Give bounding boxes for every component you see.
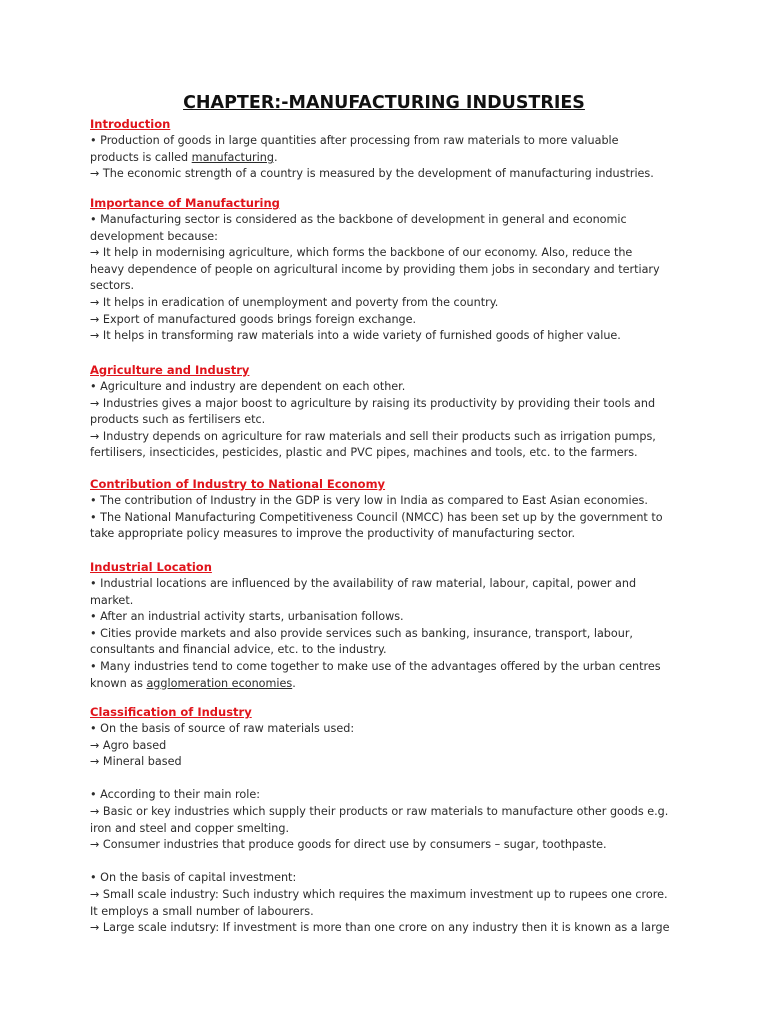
paragraph-line: → Industry depends on agriculture for raw materials and sell their products such as irrigation pumps, [90,429,656,443]
paragraph-line: → Export of manufactured goods brings foreign exchange. [90,312,417,326]
paragraph-line: → Industries gives a major boost to agriculture by raising its productivity by providing their tools and [90,396,656,410]
page-title: CHAPTER:-MANUFACTURING INDUSTRIES [183,93,585,113]
term-agglomeration-economies: agglomeration economies [146,676,293,690]
heading-contribution: Contribution of Industry to National Economy [90,477,386,491]
section-classification [90,705,690,937]
paragraph-line: development because: [90,229,218,243]
heading-agriculture-industry: Agriculture and Industry [90,363,250,377]
paragraph-line: • After an industrial activity starts, urbanisation follows. [90,610,404,624]
text-fragment: known as [90,676,147,690]
blank-line [90,854,690,871]
paragraph-line: • The contribution of Industry in the GDP is very low in India as compared to East Asian economies. [90,494,648,507]
paragraph-line: • Agriculture and industry are dependent on each other. [90,380,406,393]
paragraph-line: consultants and financial advice, etc. to the industry. [90,643,387,657]
heading-classification: Classification of Industry [90,705,252,719]
section-agriculture-industry [90,363,690,462]
paragraph-line: • Production of goods in large quantities after processing from raw materials to more valuable [90,134,619,147]
paragraph-line: • The National Manufacturing Competitiveness Council (NMCC) has been set up by the government to [90,510,663,524]
heading-importance: Importance of Manufacturing [90,196,280,210]
paragraph-line: → Basic or key industries which supply their products or raw materials to manufacture other goods e.g. [90,804,669,818]
paragraph-line [90,150,690,167]
section-contribution [90,477,690,543]
paragraph-line: → It helps in transforming raw materials into a wide variety of furnished goods of higher value. [90,329,621,343]
paragraph-line [90,676,690,693]
paragraph-line: → Mineral based [90,755,182,769]
paragraph-line: sectors. [90,279,135,293]
paragraph-line: → Agro based [90,738,167,752]
paragraph-line: • Industrial locations are influenced by the availability of raw material, labour, capital, power and [90,577,637,590]
section-industrial-location [90,560,690,692]
section-importance [90,196,690,345]
paragraph-line: → The economic strength of a country is measured by the development of manufacturing industries. [90,167,654,181]
text-fragment: products is called [90,150,192,164]
paragraph-line: heavy dependence of people on agricultural income by providing them jobs in secondary and tertiary [90,262,660,276]
blank-line [90,771,690,788]
paragraph-line: → It helps in eradication of unemployment and poverty from the country. [90,295,499,309]
paragraph-line: iron and steel and copper smelting. [90,821,290,835]
heading-industrial-location: Industrial Location [90,560,212,574]
paragraph-line: fertilisers, insecticides, pesticides, plastic and PVC pipes, machines and tools, etc. to the farmers. [90,446,638,460]
paragraph-line: • According to their main role: [90,788,260,802]
paragraph-line: • Manufacturing sector is considered as the backbone of development in general and economic [90,213,627,226]
section-introduction [90,117,690,183]
paragraph-line: → It help in modernising agriculture, which forms the backbone of our economy. Also, reduce the [90,246,633,260]
paragraph-line: It employs a small number of labourers. [90,904,314,918]
term-manufacturing: manufacturing [191,150,274,164]
paragraph-line: → Large scale indutsry: If investment is more than one crore on any industry then it is known as a large [90,921,670,935]
paragraph-line: take appropriate policy measures to improve the productivity of manufacturing sector. [90,527,576,541]
paragraph-line: • On the basis of capital investment: [90,871,297,885]
paragraph-line: market. [90,593,134,607]
paragraph-line: • Many industries tend to come together to make use of the advantages offered by the urban centres [90,659,661,673]
paragraph-line: products such as fertilisers etc. [90,413,266,427]
paragraph-line: → Small scale industry: Such industry which requires the maximum investment up to rupees one crore. [90,887,668,901]
text-fragment: . [292,676,296,690]
heading-introduction: Introduction [90,117,171,131]
text-fragment: . [273,150,278,164]
paragraph-line: • Cities provide markets and also provide services such as banking, insurance, transport, labour, [90,626,633,640]
paragraph-line: • On the basis of source of raw materials used: [90,722,355,735]
paragraph-line: → Consumer industries that produce goods for direct use by consumers – sugar, toothpaste. [90,838,607,852]
